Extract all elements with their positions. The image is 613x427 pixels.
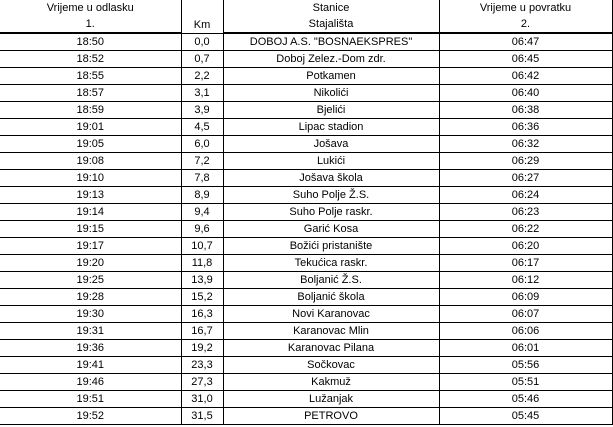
station-name-cell: Doboj Zelez.-Dom zdr. [223,51,439,68]
table-row [0,170,612,187]
table-row [0,221,612,238]
departure-time-cell: 19:14 [0,204,181,221]
km-cell: 9,4 [181,204,223,221]
km-cell: 7,8 [181,170,223,187]
station-name-cell: Lužanjak [223,391,439,408]
departure-time-cell: 18:57 [0,85,181,102]
station-name-cell: PETROVO [223,408,439,425]
km-cell: 16,3 [181,306,223,323]
departure-time-cell: 19:51 [0,391,181,408]
departure-time-cell: 18:55 [0,68,181,85]
stops-header-cell: Stajališta [223,16,439,33]
departure-time-cell: 19:25 [0,272,181,289]
km-cell: 3,1 [181,85,223,102]
table-row [0,391,612,408]
table-row [0,323,612,340]
table-row [0,289,612,306]
km-cell: 6,0 [181,136,223,153]
table-row [0,340,612,357]
station-name-cell: Sočkovac [223,357,439,374]
table-row [0,119,612,136]
departure-time-cell: 19:08 [0,153,181,170]
table-row [0,68,612,85]
departure-time-cell: 19:01 [0,119,181,136]
km-cell: 19,2 [181,340,223,357]
station-name-cell: Kakmuž [223,374,439,391]
departure-time-cell: 19:52 [0,408,181,425]
departure-time-cell: 19:13 [0,187,181,204]
km-cell: 8,9 [181,187,223,204]
table-row [0,255,612,272]
return-time-cell: 06:29 [439,153,612,170]
departure-time-cell: 18:50 [0,33,181,51]
km-cell: 7,2 [181,153,223,170]
station-name-cell: Tekućica raskr. [223,255,439,272]
station-name-cell: Garić Kosa [223,221,439,238]
departure-time-cell: 18:59 [0,102,181,119]
stations-header-cell: Stanice [223,0,439,16]
departure-time-cell: 19:31 [0,323,181,340]
station-name-cell: Karanovac Pilana [223,340,439,357]
return-time-cell: 06:07 [439,306,612,323]
km-cell: 13,9 [181,272,223,289]
return-header-cell: Vrijeme u povratku [439,0,612,16]
departure-time-cell: 19:17 [0,238,181,255]
table-row [0,153,612,170]
departure-time-cell: 19:36 [0,340,181,357]
km-cell: 11,8 [181,255,223,272]
km-cell: 31,5 [181,408,223,425]
station-name-cell: Bjelići [223,102,439,119]
table-row [0,238,612,255]
departure-header-cell: Vrijeme u odlasku [46,2,134,14]
departure-time-cell: 19:46 [0,374,181,391]
station-name-cell: Suho Polje Ž.S. [223,187,439,204]
header-row-2 [0,16,612,33]
km-header-cell: Km [181,0,223,33]
table-row [0,374,612,391]
km-cell: 10,7 [181,238,223,255]
table-row [0,136,612,153]
km-cell: 31,0 [181,391,223,408]
km-cell: 4,5 [181,119,223,136]
station-name-cell: Lukići [223,153,439,170]
station-name-cell: Suho Polje raskr. [223,204,439,221]
return-time-cell: 06:36 [439,119,612,136]
return-time-cell: 06:32 [439,136,612,153]
station-name-cell: Jošava [223,136,439,153]
station-name-cell: Boljanić Ž.S. [223,272,439,289]
table-row [0,204,612,221]
departure-time-cell: 19:20 [0,255,181,272]
return-time-cell: 06:45 [439,51,612,68]
departure-time-cell: 19:15 [0,221,181,238]
return-time-cell: 06:09 [439,289,612,306]
departure-number-cell: 1. [0,16,181,33]
km-cell: 0,7 [181,51,223,68]
return-number-cell: 2. [439,16,612,33]
return-time-cell: 06:23 [439,204,612,221]
station-name-cell: Karanovac Mlin [223,323,439,340]
station-name-cell: Lipac stadion [223,119,439,136]
departure-time-cell: 19:30 [0,306,181,323]
table-row [0,272,612,289]
station-name-cell: Jošava škola [223,170,439,187]
station-name-cell: Nikolići [223,85,439,102]
station-name-cell: DOBOJ A.S. "BOSNAEKSPRES" [223,33,439,51]
table-row [0,102,612,119]
return-time-cell: 06:40 [439,85,612,102]
return-time-cell: 06:22 [439,221,612,238]
departure-time-cell: 19:05 [0,136,181,153]
km-cell: 3,9 [181,102,223,119]
return-time-cell: 06:20 [439,238,612,255]
return-time-cell: 05:51 [439,374,612,391]
return-time-cell: 06:27 [439,170,612,187]
return-time-cell: 06:42 [439,68,612,85]
return-time-cell: 05:45 [439,408,612,425]
table-row [0,51,612,68]
departure-time-cell: 19:41 [0,357,181,374]
km-cell: 15,2 [181,289,223,306]
return-time-cell: 06:38 [439,102,612,119]
header-row-1 [0,0,612,16]
return-time-cell: 06:17 [439,255,612,272]
table-row [0,408,612,425]
return-time-cell: 06:47 [439,33,612,51]
return-time-cell: 06:12 [439,272,612,289]
station-name-cell: Boljanić škola [223,289,439,306]
table-row [0,85,612,102]
km-cell: 9,6 [181,221,223,238]
return-time-cell: 05:46 [439,391,612,408]
km-cell: 0,0 [181,33,223,51]
table-row [0,187,612,204]
station-name-cell: Potkamen [223,68,439,85]
km-cell: 23,3 [181,357,223,374]
km-cell: 2,2 [181,68,223,85]
return-time-cell: 06:24 [439,187,612,204]
station-name-cell: Božići pristanište [223,238,439,255]
departure-time-cell: 19:10 [0,170,181,187]
table-row [0,306,612,323]
table-row [0,357,612,374]
return-time-cell: 06:06 [439,323,612,340]
return-time-cell: 06:01 [439,340,612,357]
departure-time-cell: 18:52 [0,51,181,68]
km-cell: 16,7 [181,323,223,340]
return-time-cell: 05:56 [439,357,612,374]
km-cell: 27,3 [181,374,223,391]
departure-time-cell: 19:28 [0,289,181,306]
station-name-cell: Novi Karanovac [223,306,439,323]
table-row [0,33,612,51]
